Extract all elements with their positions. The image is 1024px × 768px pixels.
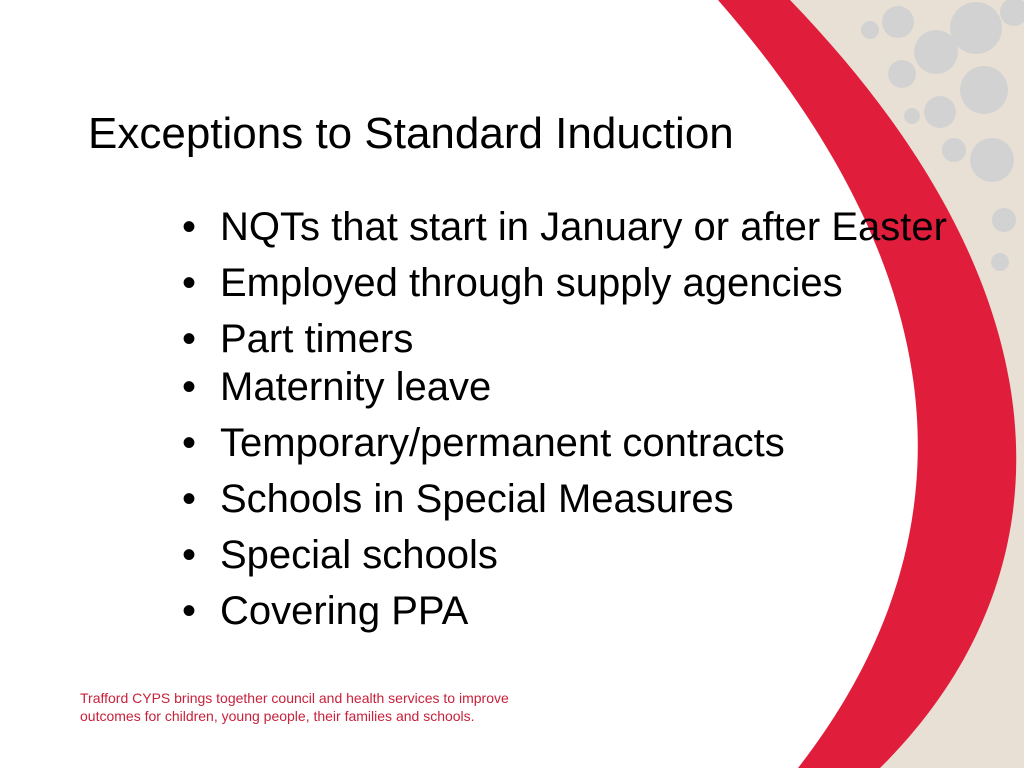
bullet-dot: • bbox=[182, 421, 197, 465]
bullet-text: Temporary/permanent contracts bbox=[220, 421, 785, 465]
bullet-text: Covering PPA bbox=[220, 589, 469, 633]
footer-tagline: Trafford CYPS brings together council and health services to improve outcomes for children, young people, their families and schools. bbox=[80, 690, 509, 724]
bullet-text: Part timers bbox=[220, 317, 414, 361]
bullet-text: Schools in Special Measures bbox=[220, 477, 734, 521]
slide-title: Exceptions to Standard Induction bbox=[88, 109, 734, 158]
bullet-item bbox=[182, 316, 413, 362]
bullet-item bbox=[182, 532, 498, 578]
bullet-dot: • bbox=[182, 365, 197, 409]
bullet-dot: • bbox=[182, 589, 197, 633]
bullet-dot: • bbox=[182, 477, 197, 521]
bullet-item bbox=[182, 588, 468, 634]
bullet-item bbox=[182, 420, 785, 466]
bullet-dot: • bbox=[182, 261, 197, 305]
bullet-text: Special schools bbox=[220, 533, 498, 577]
bullet-dot: • bbox=[182, 205, 197, 249]
bullet-text: NQTs that start in January or after Easter bbox=[220, 205, 947, 249]
bullet-item bbox=[182, 364, 491, 410]
bullet-dot: • bbox=[182, 317, 197, 361]
bullet-text: Employed through supply agencies bbox=[220, 261, 843, 305]
bullet-item bbox=[182, 476, 734, 522]
bullet-item bbox=[182, 204, 947, 250]
bullet-item bbox=[182, 260, 843, 306]
bullet-dot: • bbox=[182, 533, 197, 577]
bullet-text: Maternity leave bbox=[220, 365, 492, 409]
